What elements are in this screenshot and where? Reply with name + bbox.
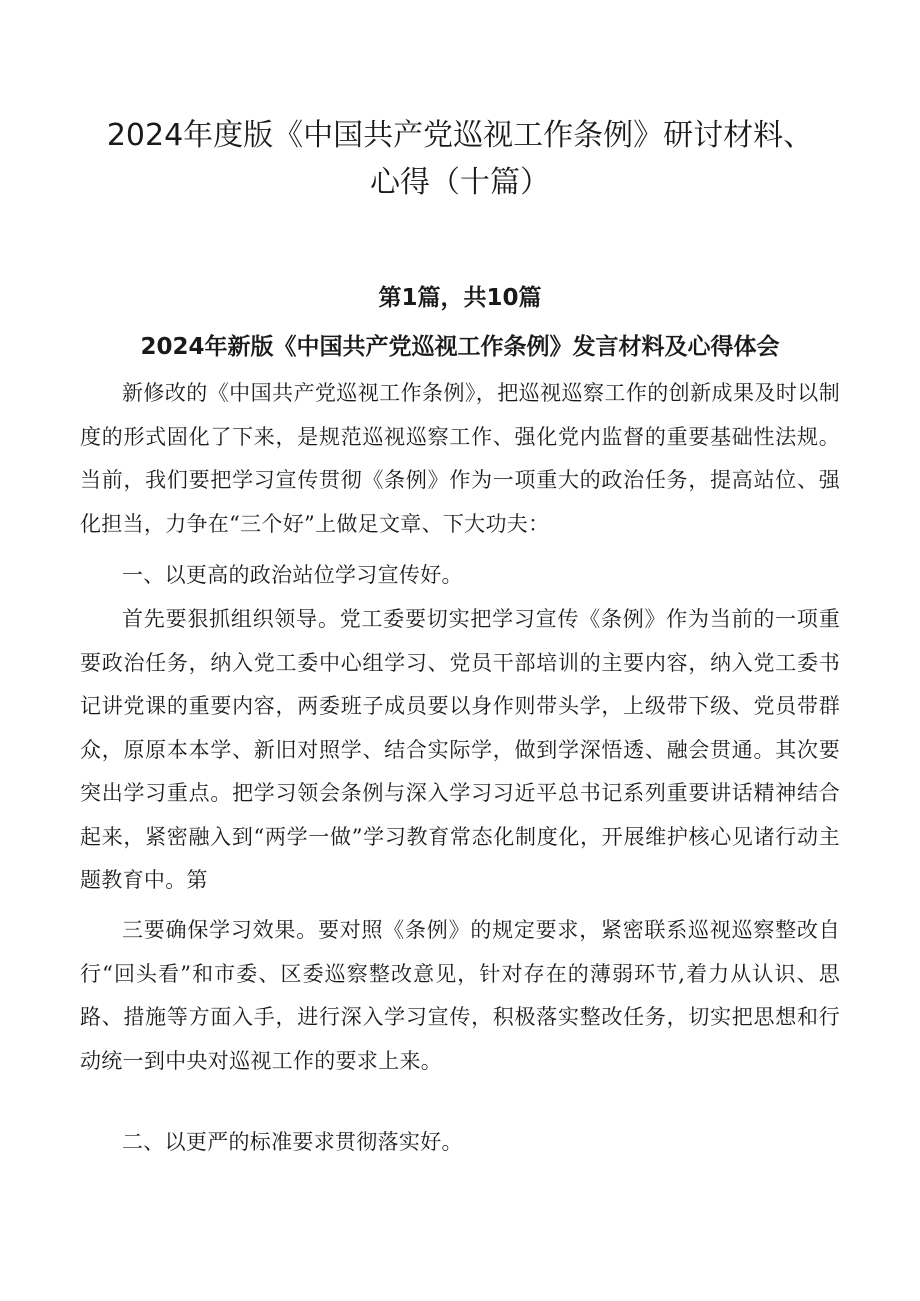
document-title-line2: 心得（十篇） bbox=[370, 165, 550, 200]
part-label: 第1篇，共10篇 bbox=[378, 285, 542, 311]
document-title-line1: 2024年度版《中国共产党巡视工作条例》研讨材料、 bbox=[106, 118, 814, 153]
paragraph-intro: 新修改的《中国共产党巡视工作条例》，把巡视巡察工作的创新成果及时以制度的形式固化了下来，是规范巡视巡察工作、强化党内监督的重要基础性法规。当前，我们要把学习宣传贯彻《条例》作为一项重大的政治任务，提高站位、强化担当，力争在“三个好”上做足文章、下大功夫： bbox=[80, 381, 840, 536]
paragraph-organization: 首先要狠抓组织领导。党工委要切实把学习宣传《条例》作为当前的一项重要政治任务，纳入党工委中心组学习、党员干部培训的主要内容，纳入党工委书记讲党课的重要内容，两委班子成员要以身作则带头学，上级带下级、党员带群众，原原本本学、新旧对照学、结合实际学，做到学深悟透、融会贯通。其次要突出学习重点。把学习领会条例与深入学习习近平总书记系列重要讲话精神结合起来，紧密融入到“两学一做”学习教育常态化制度化，开展维护核心见诸行动主题教育中。第 bbox=[80, 607, 840, 892]
section-heading-1: 一、以更高的政治站位学习宣传好。 bbox=[122, 563, 463, 587]
paragraph-effect: 三要确保学习效果。要对照《条例》的规定要求，紧密联系巡视巡察整改自行“回头看”和市委、区委巡察整改意见，针对存在的薄弱环节,着力从认识、思路、措施等方面入手，进行深入学习宣传，积极落实整改任务，切实把思想和行动统一到中央对巡视工作的要求上来。 bbox=[80, 918, 840, 1073]
article-subtitle: 2024年新版《中国共产党巡视工作条例》发言材料及心得体会 bbox=[140, 334, 780, 360]
section-heading-2: 二、以更严的标准要求贯彻落实好。 bbox=[122, 1130, 463, 1154]
